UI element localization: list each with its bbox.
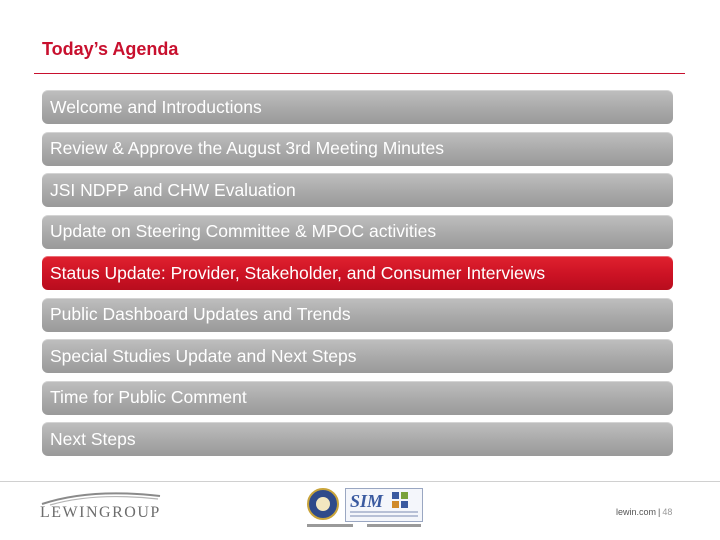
slide-title: Today’s Agenda xyxy=(42,39,179,59)
agenda-item-public-dashboard[interactable]: Public Dashboard Updates and Trends xyxy=(42,298,673,332)
footer-link[interactable]: lewin.com xyxy=(616,507,657,517)
title-divider xyxy=(34,73,685,74)
sim-badge xyxy=(345,488,423,522)
agenda-item-welcome[interactable]: Welcome and Introductions xyxy=(42,90,673,124)
agenda-item-steering-committee[interactable]: Update on Steering Committee & MPOC activities xyxy=(42,215,673,249)
sim-tagline-lines xyxy=(350,511,418,519)
agenda-list xyxy=(42,90,673,464)
lewin-group-logo xyxy=(40,490,165,530)
agenda-item-public-comment[interactable]: Time for Public Comment xyxy=(42,381,673,415)
footer-divider xyxy=(0,481,720,482)
sim-caption-lines xyxy=(305,524,425,530)
agenda-item-next-steps[interactable]: Next Steps xyxy=(42,422,673,456)
sim-logo xyxy=(305,486,425,534)
sim-x-mark-icon xyxy=(392,492,408,508)
state-seal-icon xyxy=(307,488,339,520)
sim-wordmark: SIM xyxy=(350,491,384,511)
lewin-group-wordmark: LEWINGROUP xyxy=(40,504,161,521)
agenda-item-approve-minutes[interactable]: Review & Approve the August 3rd Meeting Minutes xyxy=(42,132,673,166)
footer-separator: | xyxy=(658,507,661,517)
agenda-item-status-update-active[interactable]: Status Update: Provider, Stakeholder, and Consumer Interviews xyxy=(42,256,673,290)
agenda-item-special-studies[interactable]: Special Studies Update and Next Steps xyxy=(42,339,673,373)
agenda-item-jsi-evaluation[interactable]: JSI NDPP and CHW Evaluation xyxy=(42,173,673,207)
footer-website xyxy=(616,507,672,517)
page-number: 48 xyxy=(662,507,673,517)
